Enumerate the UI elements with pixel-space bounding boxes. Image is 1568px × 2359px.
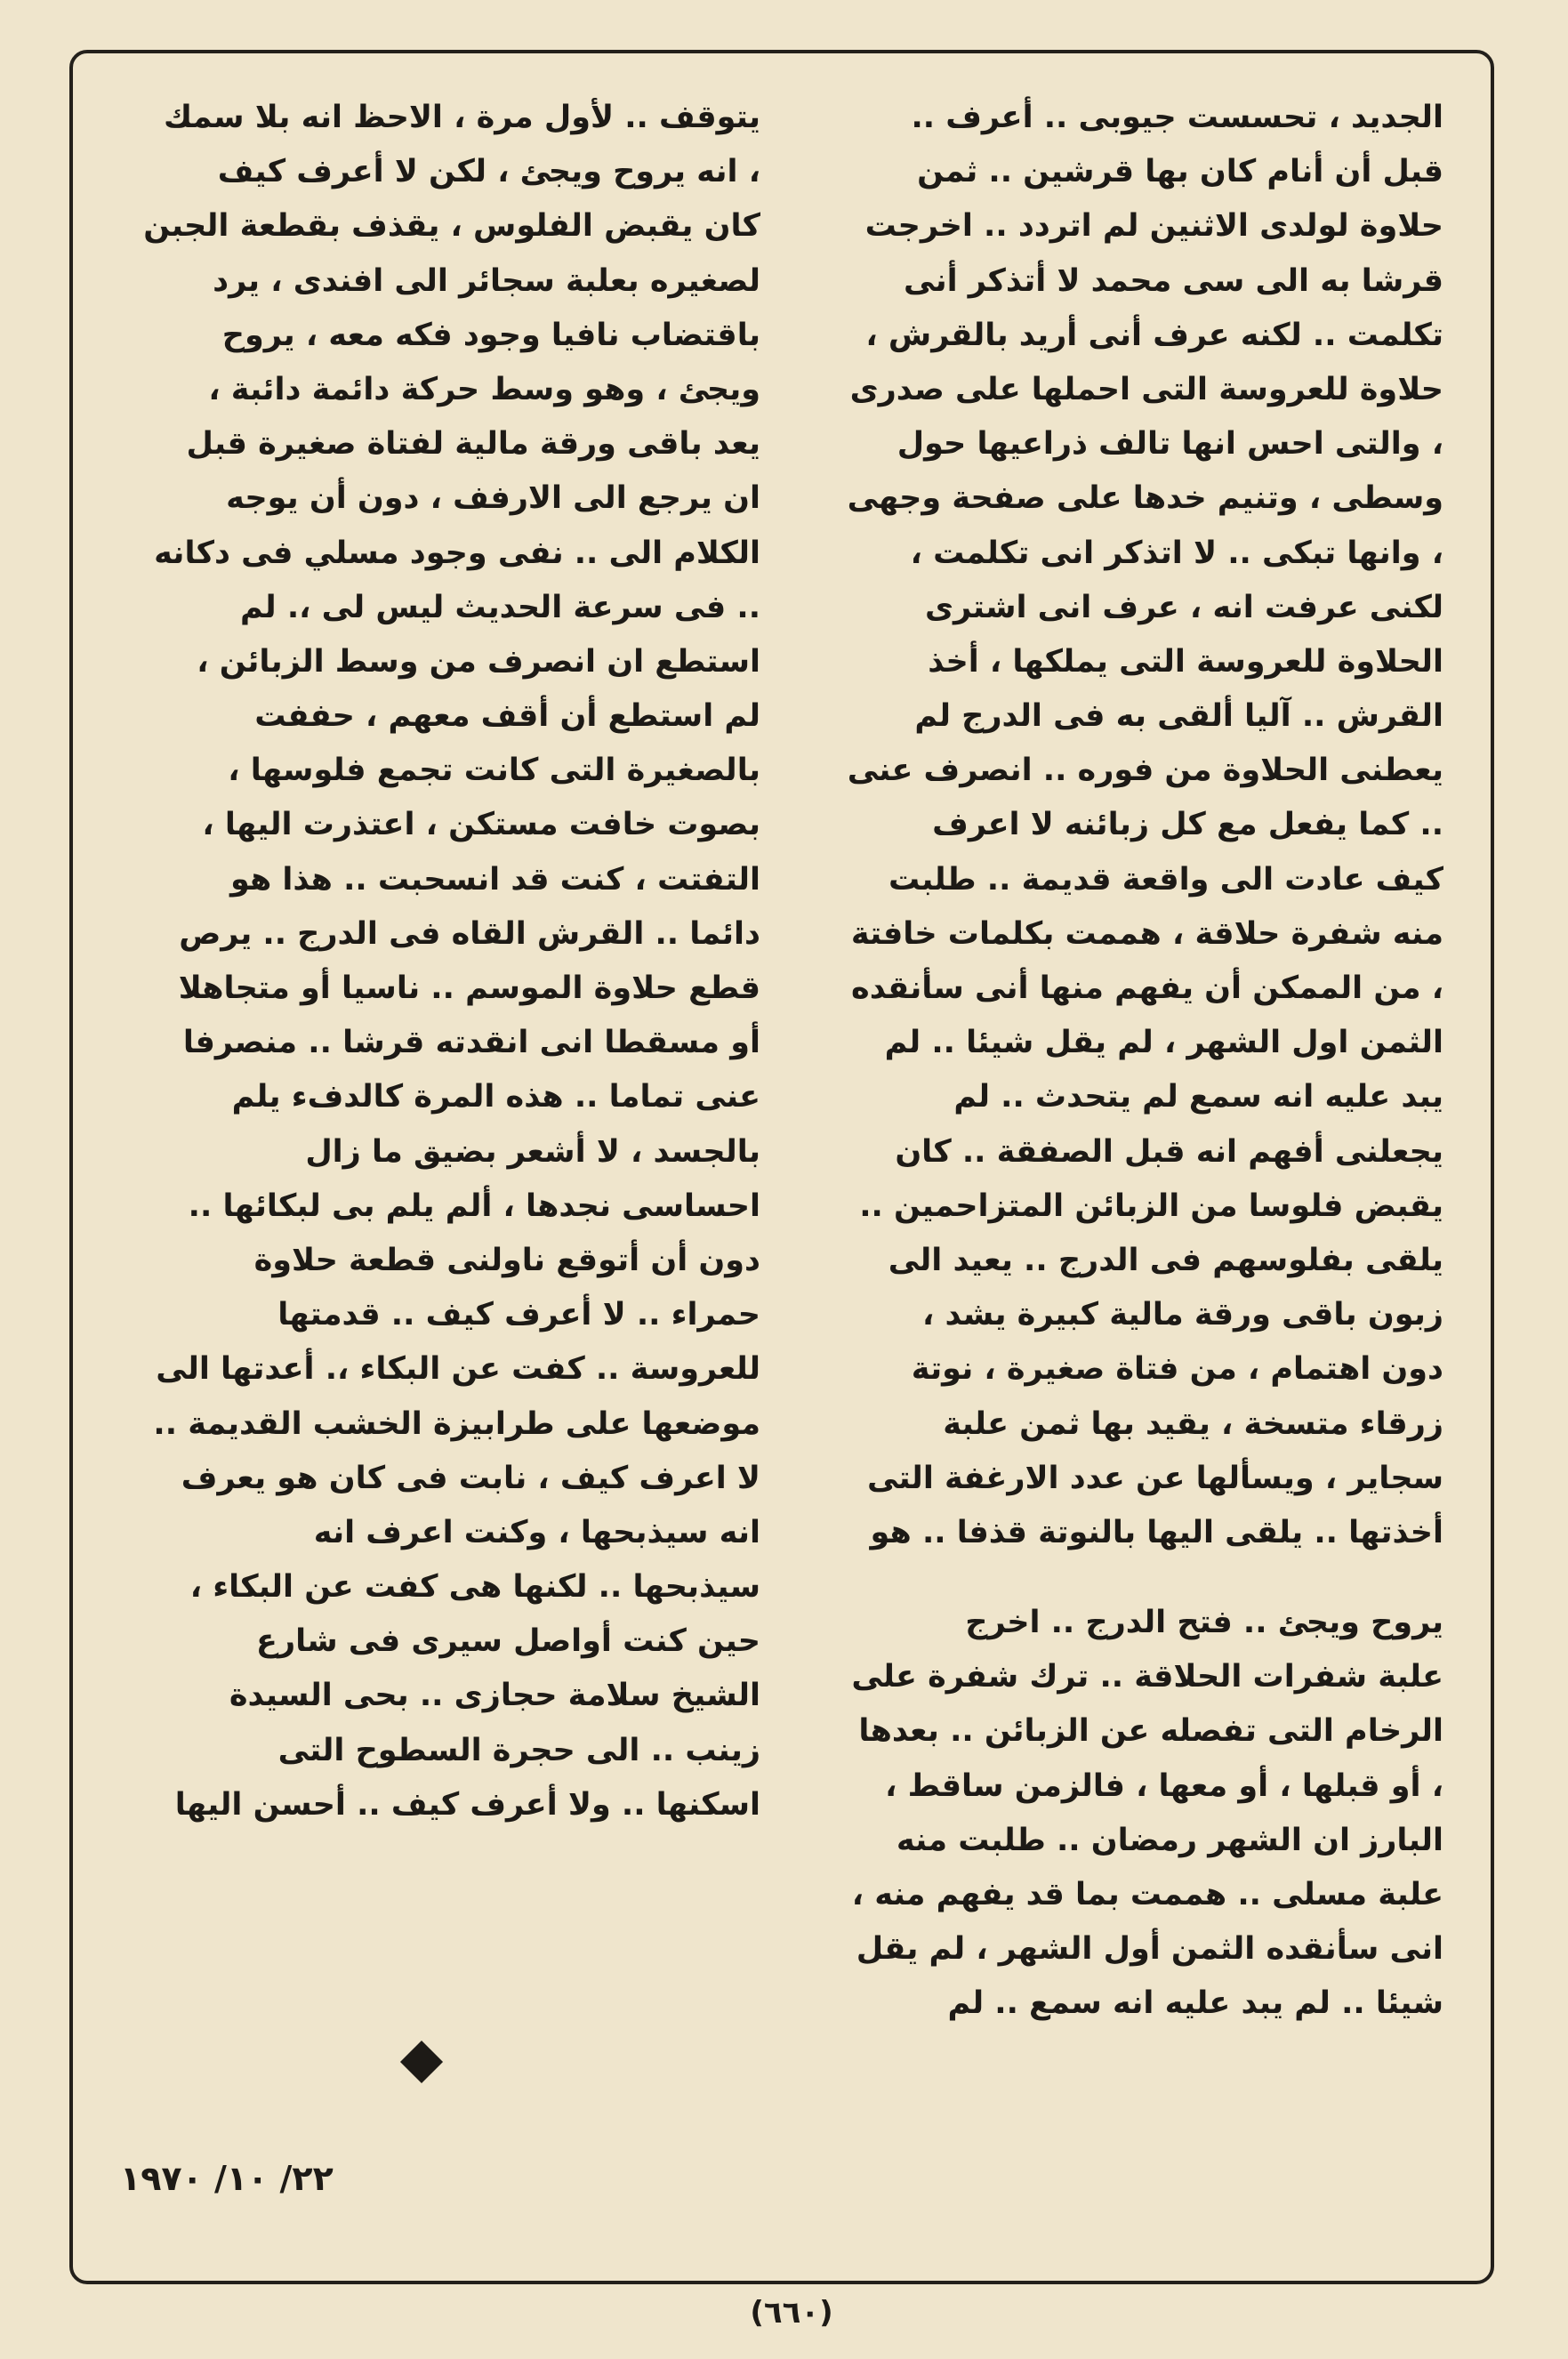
text-line: الكلام الى .. نفى وجود مسلي فى دكانه <box>154 535 760 571</box>
text-line: يتوقف .. لأول مرة ، الاحظ انه بلا سمك <box>164 100 760 135</box>
article-date: ٢٢/ ١٠/ ١٩٧٠ <box>120 2159 334 2198</box>
article-column-left <box>120 91 760 1832</box>
text-line: للعروسة .. كفت عن البكاء ،. أعدتها الى <box>156 1351 760 1388</box>
text-line: دون أن أتوقع ناولنى قطعة حلاوة <box>253 1242 760 1278</box>
text-line: أو مسقطا انى انقدته قرشا .. منصرفا <box>182 1025 760 1061</box>
text-line: يعد باقى ورقة مالية لفتاة صغيرة قبل <box>186 426 760 463</box>
text-line: ان يرجع الى الارفف ، دون أن يوجه <box>226 480 760 517</box>
paragraph <box>808 1596 1443 2032</box>
text-line: بالصغيرة التى كانت تجمع فلوسها ، <box>228 753 760 789</box>
text-line: ، من الممكن أن يفهم منها أنى سأنقده <box>851 970 1443 1006</box>
text-line: التفتت ، كنت قد انسحبت .. هذا هو <box>230 861 760 898</box>
text-line: ويجئ ، وهو وسط حركة دائمة دائبة ، <box>208 371 760 407</box>
text-line: تكلمت .. لكنه عرف أنى أريد بالقرش ، <box>865 317 1443 353</box>
text-line: انه سيذبحها ، وكنت اعرف انه <box>313 1514 760 1550</box>
text-line: كيف عادت الى واقعة قديمة .. طلبت <box>889 861 1443 898</box>
text-line: يقبض فلوسا من الزبائن المتزاحمين .. <box>859 1188 1443 1224</box>
text-line: يبد عليه انه سمع لم يتحدث .. لم <box>953 1079 1443 1115</box>
text-line: يلقى بفلوسهم فى الدرج .. يعيد الى <box>888 1242 1443 1278</box>
text-line: حلاوة للعروسة التى احملها على صدرى <box>849 371 1443 407</box>
text-line: ، وانها تبكى .. لا اتذكر انى تكلمت ، <box>910 535 1443 571</box>
paragraph <box>808 91 1443 1560</box>
text-line: اسكنها .. ولا أعرف كيف .. أحسن اليها <box>174 1786 760 1823</box>
text-line: منه شفرة حلاقة ، هممت بكلمات خافتة <box>850 915 1443 952</box>
text-line: ، انه يروح ويجئ ، لكن لا أعرف كيف <box>217 154 760 190</box>
text-line: علبة مسلى .. هممت بما قد يفهم منه ، <box>851 1877 1443 1912</box>
text-line: لم استطع أن أقف معهم ، حففت <box>254 698 760 735</box>
text-line: .. فى سرعة الحديث ليس لى ،. لم <box>240 589 760 625</box>
text-line: زبون باقى ورقة مالية كبيرة يشد ، <box>922 1297 1443 1333</box>
text-line: الشيخ سلامة حجازى .. بحى السيدة <box>229 1678 760 1714</box>
text-line: حمراء .. لا أعرف كيف .. قدمتها <box>277 1297 760 1333</box>
text-line: يروح ويجئ .. فتح الدرج .. اخرج <box>965 1605 1443 1641</box>
text-line: دائما .. القرش القاه فى الدرج .. يرص <box>179 915 760 952</box>
text-line: قرشا به الى سى محمد لا أتذكر أنى <box>904 262 1443 299</box>
text-line: الرخام التى تفصله عن الزبائن .. بعدها <box>858 1713 1443 1750</box>
text-line: حلاوة لولدى الاثنين لم اتردد .. اخرجت <box>864 208 1443 245</box>
text-line: احساسى نجدها ، ألم يلم بى لبكائها .. <box>188 1188 760 1224</box>
text-line: ، أو قبلها ، أو معها ، فالزمن ساقط ، <box>885 1767 1443 1804</box>
text-line: سجاير ، ويسألها عن عدد الارغفة التى <box>866 1460 1443 1496</box>
paragraph-gap <box>808 1560 1443 1596</box>
text-line: موضعها على طرابيزة الخشب القديمة .. <box>153 1405 760 1442</box>
text-line: القرش .. آليا ألقى به فى الدرج لم <box>914 698 1443 735</box>
text-line: سيذبحها .. لكنها هى كفت عن البكاء ، <box>189 1569 760 1606</box>
text-line: لا اعرف كيف ، نابت فى كان هو يعرف <box>181 1460 760 1496</box>
text-line: علبة شفرات الحلاقة .. ترك شفرة على <box>851 1659 1443 1695</box>
page-number: (٦٦٠) <box>738 2295 845 2331</box>
text-line: أخذتها .. يلقى اليها بالنوتة قذفا .. هو <box>870 1514 1443 1550</box>
text-line: قبل أن أنام كان بها قرشين .. ثمن <box>917 154 1443 190</box>
text-line: بصوت خافت مستكن ، اعتذرت اليها ، <box>202 807 760 843</box>
text-line: شيئا .. لم يبد عليه انه سمع .. لم <box>947 1985 1443 2022</box>
text-line: دون اهتمام ، من فتاة صغيرة ، نوتة <box>911 1351 1443 1388</box>
text-line: استطع ان انصرف من وسط الزبائن ، <box>197 643 760 680</box>
text-line: لكنى عرفت انه ، عرف انى اشترى <box>924 589 1443 625</box>
text-line: الحلاوة للعروسة التى يملكها ، أخذ <box>928 643 1443 680</box>
text-line: الجديد ، تحسست جيوبى .. أعرف .. <box>911 100 1443 135</box>
text-line: .. كما يفعل مع كل زبائنه لا اعرف <box>932 807 1443 843</box>
text-line: البارز ان الشهر رمضان .. طلبت منه <box>896 1822 1443 1858</box>
text-line: زرقاء متسخة ، يقيد بها ثمن علبة <box>943 1405 1443 1442</box>
text-line: لصغيره بعلبة سجائر الى افندى ، يرد <box>213 262 760 299</box>
text-line: وسطى ، وتنيم خدها على صفحة وجهى <box>847 480 1443 517</box>
paragraph <box>120 91 760 1832</box>
text-line: انى سأنقده الثمن أول الشهر ، لم يقل <box>856 1931 1443 1968</box>
text-line: قطع حلاوة الموسم .. ناسيا أو متجاهلا <box>178 970 760 1006</box>
article-column-right <box>808 91 1443 2032</box>
text-line: يعطنى الحلاوة من فوره .. انصرف عنى <box>847 753 1443 789</box>
text-line: الثمن اول الشهر ، لم يقل شيئا .. لم <box>884 1025 1443 1061</box>
text-line: يجعلنى أفهم انه قبل الصفقة .. كان <box>895 1133 1443 1170</box>
text-line: عنى تماما .. هذه المرة كالدفء يلم <box>231 1079 760 1115</box>
text-line: باقتضاب نافيا وجود فكه معه ، يروح <box>221 317 760 353</box>
text-line: كان يقبض الفلوس ، يقذف بقطعة الجبن <box>143 208 760 245</box>
text-line: بالجسد ، لا أشعر بضيق ما زال <box>305 1133 760 1170</box>
text-line: ، والتى احس انها تالف ذراعيها حول <box>897 426 1443 463</box>
text-line: حين كنت أواصل سيرى فى شارع <box>256 1623 760 1660</box>
text-line: زينب .. الى حجرة السطوح التى <box>277 1732 760 1768</box>
